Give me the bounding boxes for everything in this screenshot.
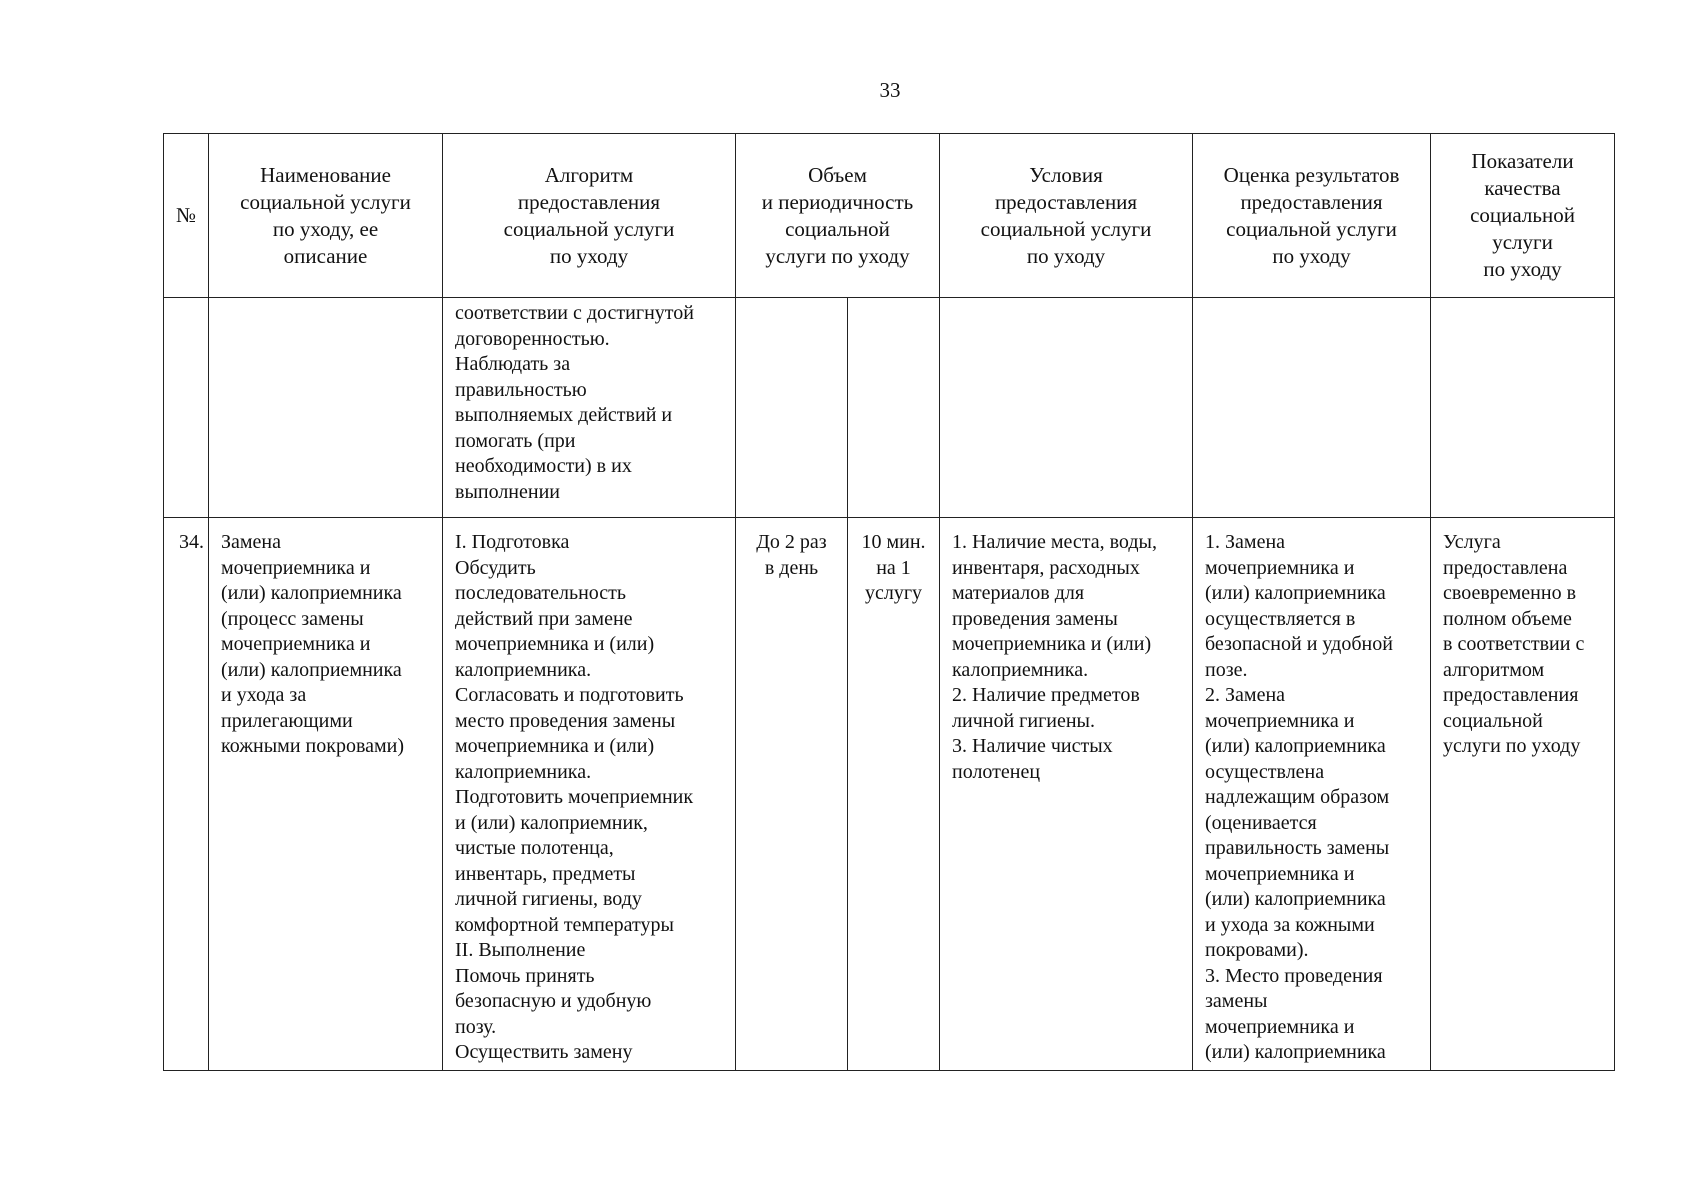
cell-periodicity bbox=[848, 298, 940, 518]
cell-algorithm: соответствии с достигнутой договоренностью. Наблюдать за правильностью выполняемых действий и помогать (при необходимости) в их выполнении bbox=[443, 298, 736, 518]
header-quality: Показатели качества социальной услуги по уходу bbox=[1431, 134, 1615, 298]
cell-volume bbox=[736, 298, 848, 518]
page-number: 33 bbox=[879, 78, 901, 102]
header-algorithm: Алгоритм предоставления социальной услуги по уходу bbox=[443, 134, 736, 298]
cell-number bbox=[164, 298, 209, 518]
services-table bbox=[163, 133, 1615, 1071]
cell-quality bbox=[1431, 298, 1615, 518]
cell-evaluation bbox=[1193, 298, 1431, 518]
table-row bbox=[164, 518, 1615, 1071]
header-conditions: Условия предоставления социальной услуги по уходу bbox=[940, 134, 1193, 298]
cell-volume: До 2 раз в день bbox=[736, 518, 848, 1071]
header-service-name: Наименование социальной услуги по уходу, ее описание bbox=[209, 134, 443, 298]
header-evaluation: Оценка результатов предоставления социальной услуги по уходу bbox=[1193, 134, 1431, 298]
cell-quality: Услуга предоставлена своевременно в полном объеме в соответствии с алгоритмом предоставления социальной услуги по уходу bbox=[1431, 518, 1615, 1071]
cell-conditions: 1. Наличие места, воды, инвентаря, расходных материалов для проведения замены мочеприемника и (или) калоприемника. 2. Наличие предметов личной гигиены. 3. Наличие чистых полотенец bbox=[940, 518, 1193, 1071]
cell-algorithm: I. Подготовка Обсудить последовательность действий при замене мочеприемника и (или) калоприемника. Согласовать и подготовить место проведения замены мочеприемника и (или) калоприемника. Подготовить мочеприемник и (или) калоприемник, чистые полотенца, инвентарь, предметы личной гигиены, воду комфортной температуры II. Выполнение Помочь принять безопасную и удобную позу. Осуществить замену bbox=[443, 518, 736, 1071]
header-number: № bbox=[164, 134, 209, 298]
cell-service-name: Замена мочеприемника и (или) калоприемника (процесс замены мочеприемника и (или) калоприемника и ухода за прилегающими кожными покровами) bbox=[209, 518, 443, 1071]
header-volume-periodicity: Объем и периодичность социальной услуги по уходу bbox=[736, 134, 940, 298]
cell-periodicity: 10 мин. на 1 услугу bbox=[848, 518, 940, 1071]
cell-evaluation: 1. Замена мочеприемника и (или) калоприемника осуществляется в безопасной и удобной позе. 2. Замена мочеприемника и (или) калоприемника осуществлена надлежащим образом (оценивается правильность замены мочеприемника и (или) калоприемника и ухода за кожными покровами). 3. Место проведения замены мочеприемника и (или) калоприемника bbox=[1193, 518, 1431, 1071]
header-row bbox=[164, 134, 1615, 298]
cell-conditions bbox=[940, 298, 1193, 518]
cell-number: 34. bbox=[164, 518, 209, 1071]
cell-service-name bbox=[209, 298, 443, 518]
table-row bbox=[164, 298, 1615, 518]
